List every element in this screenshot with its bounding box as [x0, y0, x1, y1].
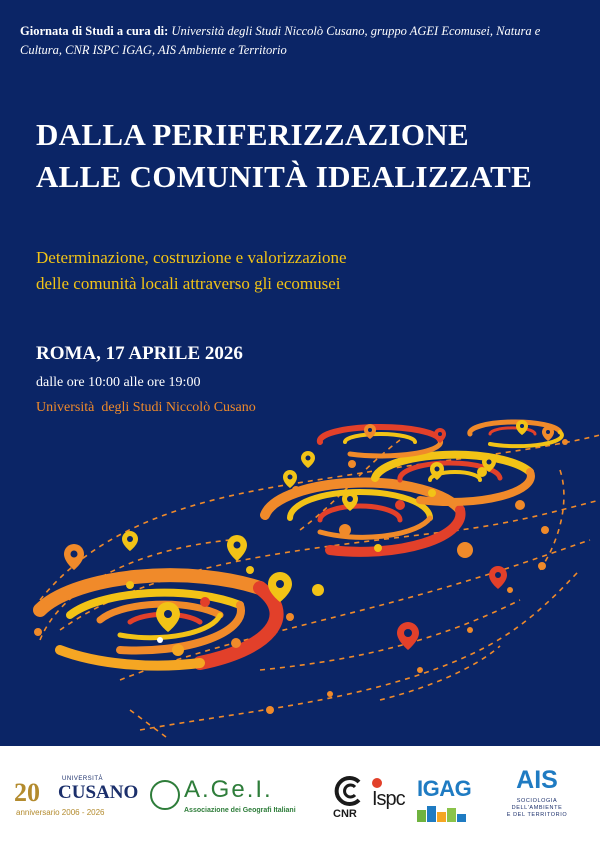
ispc-logo	[370, 776, 412, 822]
ais-name: AIS	[516, 766, 558, 794]
pin-icon	[283, 470, 297, 488]
cusano-anniversary-number: 20	[14, 778, 40, 807]
organizers-header	[20, 22, 580, 60]
partner-logos-bar	[0, 746, 600, 844]
organizers-list: Università degli Studi Niccolò Cusano, gruppo AGEI Ecomusei, Natura e Cultura, CNR ISPC IGAG, AIS Ambiente e Territorio	[20, 24, 541, 57]
cnr-mark-icon	[333, 774, 367, 808]
pin-icon	[434, 428, 446, 443]
event-title	[36, 114, 576, 198]
ais-subtitle	[502, 798, 572, 819]
agei-full-name: Associazione dei Geografi Italiani	[184, 807, 296, 814]
pin-icon	[364, 424, 376, 439]
organizers-lead: Giornata di Studi a cura di:	[20, 24, 169, 38]
pin-icon	[227, 535, 247, 561]
pin-icon	[122, 531, 138, 551]
agei-logo	[148, 776, 308, 820]
subtitle-line-1: Determinazione, costruzione e valorizzazione	[36, 248, 347, 267]
subtitle-line-2: delle comunità locali attraverso gli ecomusei	[36, 274, 341, 293]
pin-icon	[156, 602, 180, 632]
title-line-2: ALLE COMUNITÀ IDEALIZZATE	[36, 159, 533, 194]
ais-logo	[502, 766, 572, 826]
pin-icon	[516, 420, 528, 435]
agei-name: A.Ge.I.	[184, 776, 273, 803]
event-subtitle	[36, 245, 576, 297]
cusano-logo	[14, 776, 139, 820]
cusano-university-label: UNIVERSITÀ	[62, 776, 104, 782]
igag-logo	[417, 776, 473, 824]
cusano-anniversary-label: anniversario 2006 - 2026	[16, 808, 105, 817]
igag-label: IGAG	[417, 776, 472, 801]
pin-icon	[301, 451, 315, 468]
event-hours: dalle ore 10:00 alle ore 19:00	[36, 375, 201, 390]
igag-stripes-icon	[417, 804, 471, 824]
ispc-label: Ispc	[372, 788, 405, 810]
ais-subtitle-line-3: E DEL TERRITORIO	[506, 812, 568, 818]
pin-icon	[64, 544, 84, 570]
agei-seal-icon	[150, 780, 180, 810]
event-date: ROMA, 17 APRILE 2026	[36, 343, 243, 364]
cusano-name: CUSANO	[58, 782, 139, 803]
network-rings-illustration	[0, 410, 600, 746]
cnr-label: CNR	[333, 808, 357, 820]
ais-subtitle-line-2: DELL'AMBIENTE	[511, 805, 563, 811]
ais-subtitle-line-1: SOCIOLOGIA	[516, 798, 558, 804]
event-venue: Università degli Studi Niccolò Cusano	[36, 400, 256, 415]
cnr-logo	[333, 774, 369, 824]
title-line-1: DALLA PERIFERIZZAZIONE	[36, 117, 469, 152]
pin-icon	[489, 566, 507, 589]
pin-icon	[542, 426, 554, 441]
